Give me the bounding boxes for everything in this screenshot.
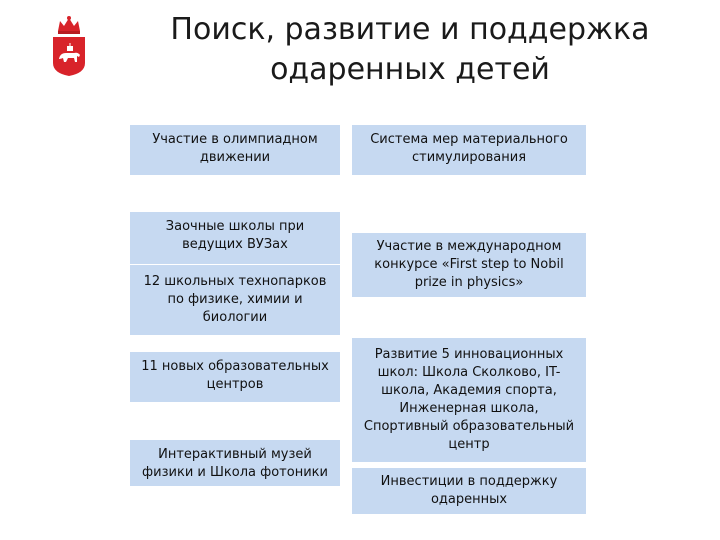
box-first-step-contest: Участие в международном конкурсе «First step to Nobil prize in physics»	[352, 233, 586, 297]
box-incentives: Система мер материального стимулирования	[352, 125, 586, 175]
box-innovative-schools: Развитие 5 инновационных школ: Школа Сколково, IT-школа, Академия спорта, Инженерная школа, Спортивный образовательный центр	[352, 338, 586, 462]
box-investments: Инвестиции в поддержку одаренных	[352, 468, 586, 514]
box-correspondence-schools: Заочные школы при ведущих ВУЗах	[130, 212, 340, 264]
box-technoparks: 12 школьных технопарков по физике, химии и биологии	[130, 265, 340, 335]
title-line-1: Поиск, развитие и поддержка	[170, 12, 650, 47]
box-olympiad: Участие в олимпиадном движении	[130, 125, 340, 175]
title-line-2: одаренных детей	[270, 52, 550, 87]
box-interactive-museum: Интерактивный музей физики и Школа фотоники	[130, 440, 340, 486]
coat-of-arms-icon	[50, 13, 88, 77]
box-education-centers: 11 новых образовательных центров	[130, 352, 340, 402]
page-title	[140, 10, 680, 90]
